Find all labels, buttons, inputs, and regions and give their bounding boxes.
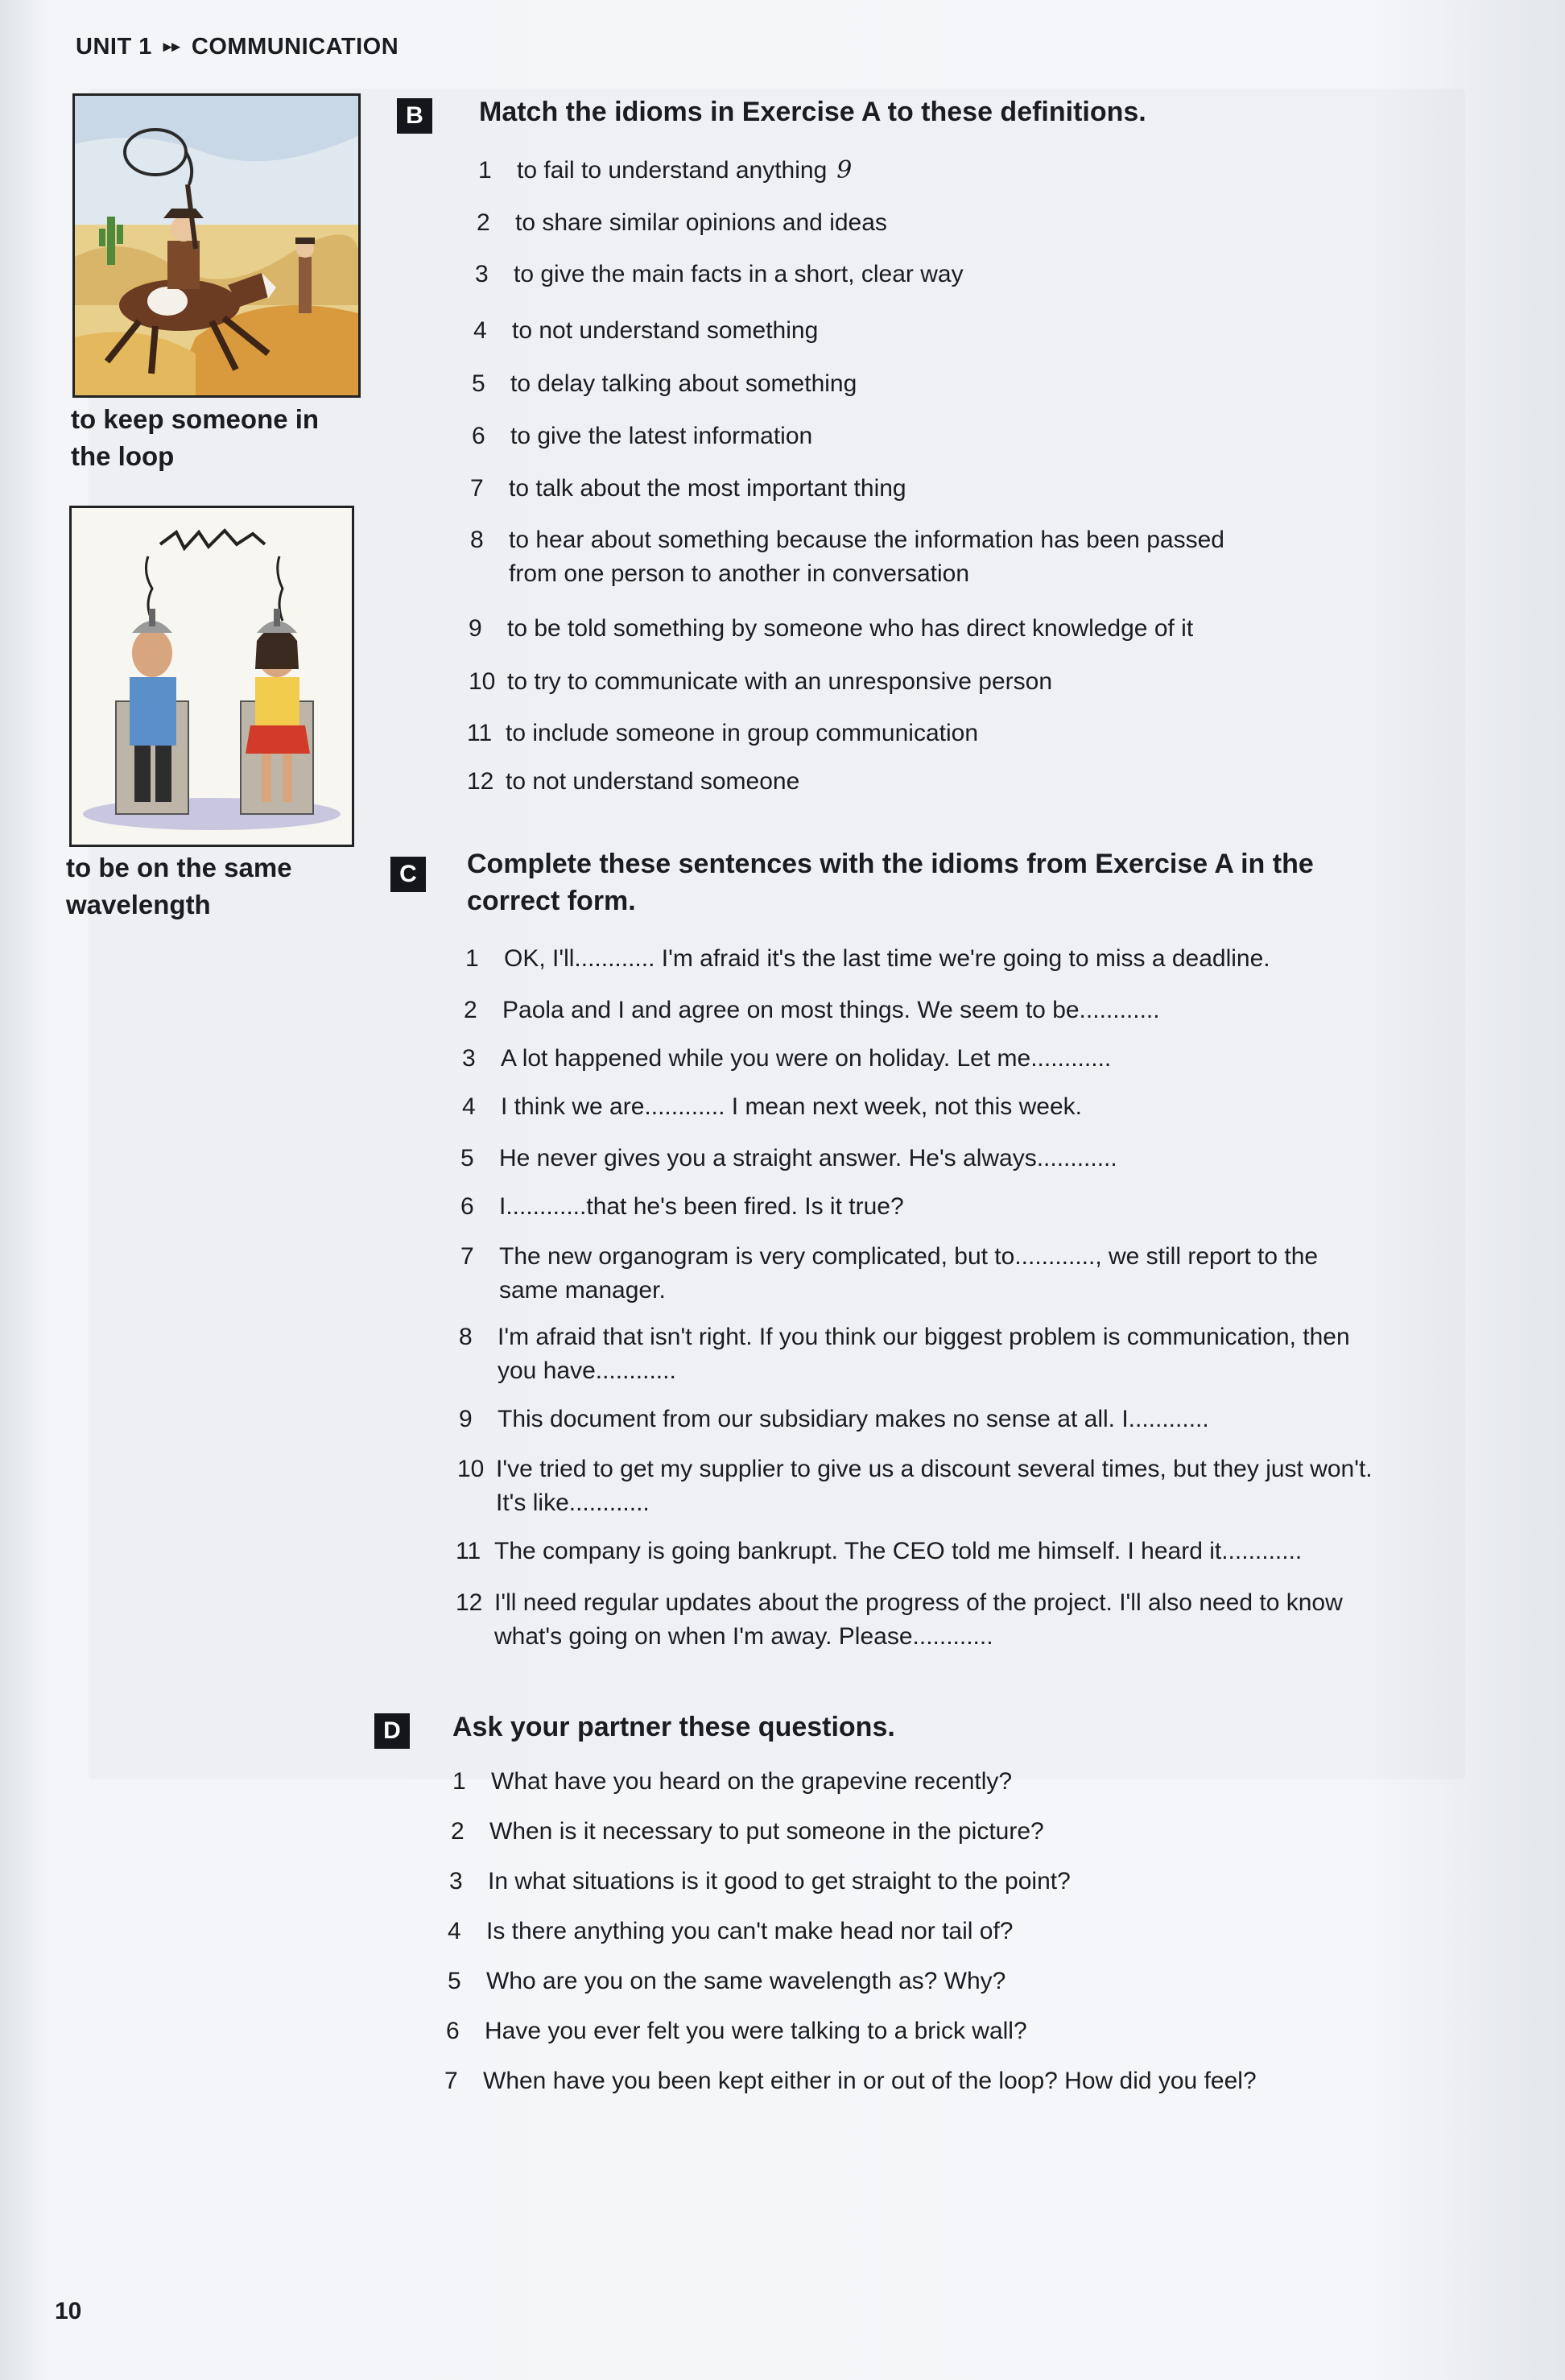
item-text-continued: same manager. xyxy=(499,1277,666,1304)
section-d-item-7 xyxy=(444,2064,1257,2098)
item-number: 7 xyxy=(460,1243,474,1270)
item-number: 1 xyxy=(478,157,492,184)
section-c-item-5 xyxy=(460,1142,1117,1176)
section-d-badge: D xyxy=(374,1713,410,1749)
item-number: 4 xyxy=(448,1918,461,1944)
section-b-item-5 xyxy=(472,367,857,401)
item-text: He never gives you a straight answer. He's always............ xyxy=(499,1145,1117,1171)
item-text: to delay talking about something xyxy=(510,370,857,397)
item-number: 3 xyxy=(462,1045,476,1072)
same-wavelength-illustration xyxy=(69,506,354,847)
item-number: 2 xyxy=(464,997,477,1023)
item-text: The company is going bankrupt. The CEO told me himself. I heard it............ xyxy=(494,1538,1303,1564)
item-text: OK, I'll............ I'm afraid it's the last time we're going to miss a deadline. xyxy=(504,945,1270,972)
item-number: 1 xyxy=(465,945,479,972)
section-c-badge: C xyxy=(390,857,426,892)
unit-label: UNIT 1 xyxy=(76,34,152,60)
item-text-continued: from one person to another in conversation xyxy=(509,560,970,587)
item-text: In what situations is it good to get straight to the point? xyxy=(488,1868,1071,1894)
handwritten-answer: 9 xyxy=(836,156,853,184)
item-text: A lot happened while you were on holiday. Let me............ xyxy=(501,1045,1112,1072)
section-d-item-6 xyxy=(446,2014,1027,2048)
section-c-item-6 xyxy=(460,1190,904,1224)
item-text: This document from our subsidiary makes no sense at all. I............ xyxy=(498,1406,1209,1432)
item-number: 4 xyxy=(473,317,487,344)
item-text-continued: you have............ xyxy=(498,1357,676,1384)
item-text: When have you been kept either in or out of the loop? How did you feel? xyxy=(483,2068,1257,2094)
item-text: to not understand something xyxy=(512,317,819,344)
section-c-title-line-1: Complete these sentences with the idioms from Exercise A in the xyxy=(467,849,1314,879)
item-number: 1 xyxy=(452,1768,466,1795)
item-text-continued: what's going on when I'm away. Please............ xyxy=(494,1623,993,1650)
unit-header xyxy=(76,34,398,60)
section-c-item-4 xyxy=(462,1090,1082,1124)
section-b-title: Match the idioms in Exercise A to these definitions. xyxy=(479,97,1146,127)
item-number: 8 xyxy=(459,1324,473,1350)
section-d-item-1 xyxy=(452,1765,1012,1799)
item-number: 11 xyxy=(467,720,493,746)
item-text: to talk about the most important thing xyxy=(509,475,906,502)
section-c-item-9 xyxy=(459,1403,1209,1436)
caption-keep-in-loop: to keep someone in the loop xyxy=(71,404,320,471)
item-number: 8 xyxy=(470,527,484,553)
section-d-item-2 xyxy=(451,1815,1044,1849)
section-b-item-3 xyxy=(475,258,964,291)
section-b-item-4 xyxy=(473,314,818,348)
item-text: I've tried to get my supplier to give us a discount several times, but they just won't. xyxy=(496,1456,1373,1482)
item-text: to share similar opinions and ideas xyxy=(515,209,887,236)
item-number: 9 xyxy=(469,615,482,642)
item-text-continued: It's like............ xyxy=(496,1490,650,1516)
item-text: I'm afraid that isn't right. If you think our biggest problem is communication, then xyxy=(498,1324,1350,1350)
section-d-title: Ask your partner these questions. xyxy=(452,1712,895,1742)
item-number: 2 xyxy=(451,1818,465,1845)
caption-same-wavelength: to be on the same wavelength xyxy=(66,853,292,919)
section-c-item-7 xyxy=(460,1240,1318,1308)
item-text: Is there anything you can't make head nor tail of? xyxy=(486,1918,1014,1944)
section-b-item-8 xyxy=(470,523,1224,591)
item-text: to hear about something because the information has been passed xyxy=(509,527,1224,553)
section-b-item-12 xyxy=(467,765,799,799)
item-text: What have you heard on the grapevine recently? xyxy=(491,1768,1013,1795)
section-b-item-9 xyxy=(469,612,1193,646)
section-b-item-6 xyxy=(472,419,812,453)
item-text: to give the latest information xyxy=(510,423,813,449)
cowboy-lasso-illustration xyxy=(72,93,361,398)
item-number: 7 xyxy=(470,475,484,502)
item-number: 12 xyxy=(456,1589,483,1616)
item-number: 11 xyxy=(456,1538,481,1564)
item-text: Who are you on the same wavelength as? Why? xyxy=(486,1968,1006,1994)
item-text: I think we are............ I mean next week, not this week. xyxy=(501,1093,1082,1120)
item-text: to try to communicate with an unresponsive person xyxy=(507,668,1053,695)
section-d-item-3 xyxy=(449,1865,1071,1899)
page-number: 10 xyxy=(55,2298,82,2324)
item-number: 5 xyxy=(472,370,485,397)
item-number: 7 xyxy=(444,2068,458,2094)
item-text: to include someone in group communication xyxy=(506,720,979,746)
item-number: 4 xyxy=(462,1093,476,1120)
item-number: 6 xyxy=(446,2018,460,2044)
section-d-item-4 xyxy=(448,1915,1013,1948)
item-number: 6 xyxy=(460,1193,474,1220)
section-b-badge: B xyxy=(397,98,432,134)
section-c-title-line-2: correct form. xyxy=(467,886,636,916)
item-text: I'll need regular updates about the progress of the project. I'll also need to know xyxy=(494,1589,1343,1616)
item-number: 2 xyxy=(477,209,490,236)
section-b-item-7 xyxy=(470,472,906,506)
section-c-item-2 xyxy=(464,994,1160,1027)
item-number: 10 xyxy=(457,1456,485,1482)
item-number: 9 xyxy=(459,1406,473,1432)
section-b-item-11 xyxy=(467,717,978,750)
item-number: 3 xyxy=(449,1868,463,1894)
section-c-item-1 xyxy=(465,942,1270,976)
section-c-item-12 xyxy=(456,1586,1343,1654)
double-arrow-icon: ▸▸ xyxy=(163,38,180,56)
item-text: to give the main facts in a short, clear way xyxy=(514,261,964,287)
section-b-item-1 xyxy=(478,154,852,188)
section-c-item-10 xyxy=(457,1452,1373,1520)
unit-topic: COMMUNICATION xyxy=(191,34,399,60)
item-text: The new organogram is very complicated, but to............, we still report to the xyxy=(499,1243,1319,1270)
section-d-item-5 xyxy=(448,1965,1005,1998)
item-number: 10 xyxy=(469,668,496,695)
section-c-title xyxy=(467,845,1314,919)
item-text: I............that he's been fired. Is it true? xyxy=(499,1193,904,1220)
item-text: to not understand someone xyxy=(506,768,800,795)
section-c-item-8 xyxy=(459,1320,1350,1388)
item-text: to be told something by someone who has direct knowledge of it xyxy=(507,615,1194,642)
item-text: Have you ever felt you were talking to a brick wall? xyxy=(485,2018,1027,2044)
item-number: 6 xyxy=(472,423,485,449)
section-b-item-2 xyxy=(477,206,887,240)
section-b-item-10 xyxy=(469,665,1052,699)
item-text: Paola and I and agree on most things. We seem to be............ xyxy=(502,997,1160,1023)
item-text: When is it necessary to put someone in the picture? xyxy=(489,1818,1044,1845)
item-text: to fail to understand anything xyxy=(517,157,828,184)
item-number: 5 xyxy=(448,1968,461,1994)
item-number: 5 xyxy=(460,1145,474,1171)
section-c-item-11 xyxy=(456,1535,1302,1568)
section-c-item-3 xyxy=(462,1042,1111,1076)
item-number: 12 xyxy=(467,768,494,795)
item-number: 3 xyxy=(475,261,489,287)
